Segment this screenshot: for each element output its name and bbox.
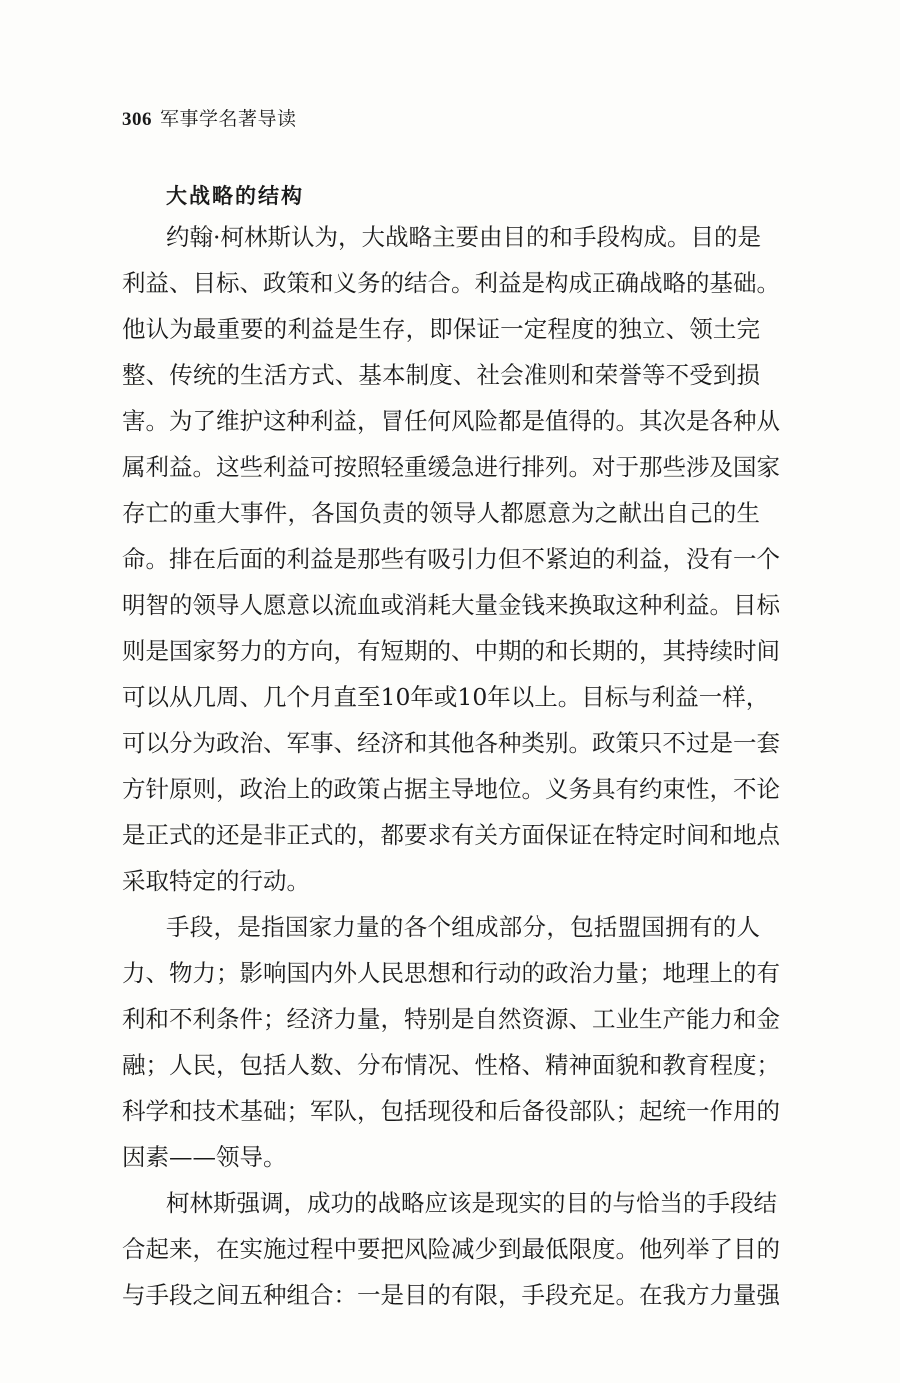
paragraph-line: 融；人民，包括人数、分布情况、性格、精神面貌和教育程度；	[122, 1051, 780, 1079]
paragraph-line: 属利益。这些利益可按照轻重缓急进行排列。对于那些涉及国家	[122, 453, 780, 481]
paragraph-line: 科学和技术基础；军队，包括现役和后备役部队；起统一作用的	[122, 1097, 780, 1125]
paragraph-line: 合起来，在实施过程中要把风险减少到最低限度。他列举了目的	[122, 1235, 780, 1263]
paragraph-line: 手段，是指国家力量的各个组成部分，包括盟国拥有的人	[166, 913, 760, 941]
paragraph-line: 则是国家努力的方向，有短期的、中期的和长期的，其持续时间	[122, 637, 780, 665]
paragraph-line: 柯林斯强调，成功的战略应该是现实的目的与恰当的手段结	[166, 1189, 777, 1217]
paragraph-line: 他认为最重要的利益是生存，即保证一定程度的独立、领土完	[122, 315, 760, 343]
book-title: 军事学名著导读	[160, 108, 297, 130]
running-head	[122, 104, 297, 131]
paragraph-line: 方针原则，政治上的政策占据主导地位。义务具有约束性，不论	[122, 775, 780, 803]
paragraph-line: 明智的领导人愿意以流血或消耗大量金钱来换取这种利益。目标	[122, 591, 780, 619]
paragraph-line: 利和不利条件；经济力量，特别是自然资源、工业生产能力和金	[122, 1005, 780, 1033]
paragraph-line: 存亡的重大事件，各国负责的领导人都愿意为之献出自己的生	[122, 499, 760, 527]
paragraph-line: 因素——领导。	[122, 1143, 287, 1171]
paragraph-line: 害。为了维护这种利益，冒任何风险都是值得的。其次是各种从	[122, 407, 780, 435]
page-number: 306	[122, 109, 152, 130]
paragraph-line: 可以从几周、几个月直至10年或10年以上。目标与利益一样，	[122, 683, 770, 711]
paragraph-line: 采取特定的行动。	[122, 867, 310, 895]
paragraph-line: 是正式的还是非正式的，都要求有关方面保证在特定时间和地点	[122, 821, 780, 849]
paragraph-line: 命。排在后面的利益是那些有吸引力但不紧迫的利益，没有一个	[122, 545, 780, 573]
paragraph-line: 与手段之间五种组合：一是目的有限，手段充足。在我方力量强	[122, 1281, 780, 1309]
paragraph-line: 可以分为政治、军事、经济和其他各种类别。政策只不过是一套	[122, 729, 780, 757]
section-heading: 大战略的结构	[166, 183, 304, 208]
paragraph-line: 约翰·柯林斯认为，大战略主要由目的和手段构成。目的是	[166, 223, 761, 251]
paragraph-line: 力、物力；影响国内外人民思想和行动的政治力量；地理上的有	[122, 959, 780, 987]
paragraph-line: 整、传统的生活方式、基本制度、社会准则和荣誉等不受到损	[122, 361, 760, 389]
paragraph-line: 利益、目标、政策和义务的结合。利益是构成正确战略的基础。	[122, 269, 780, 297]
